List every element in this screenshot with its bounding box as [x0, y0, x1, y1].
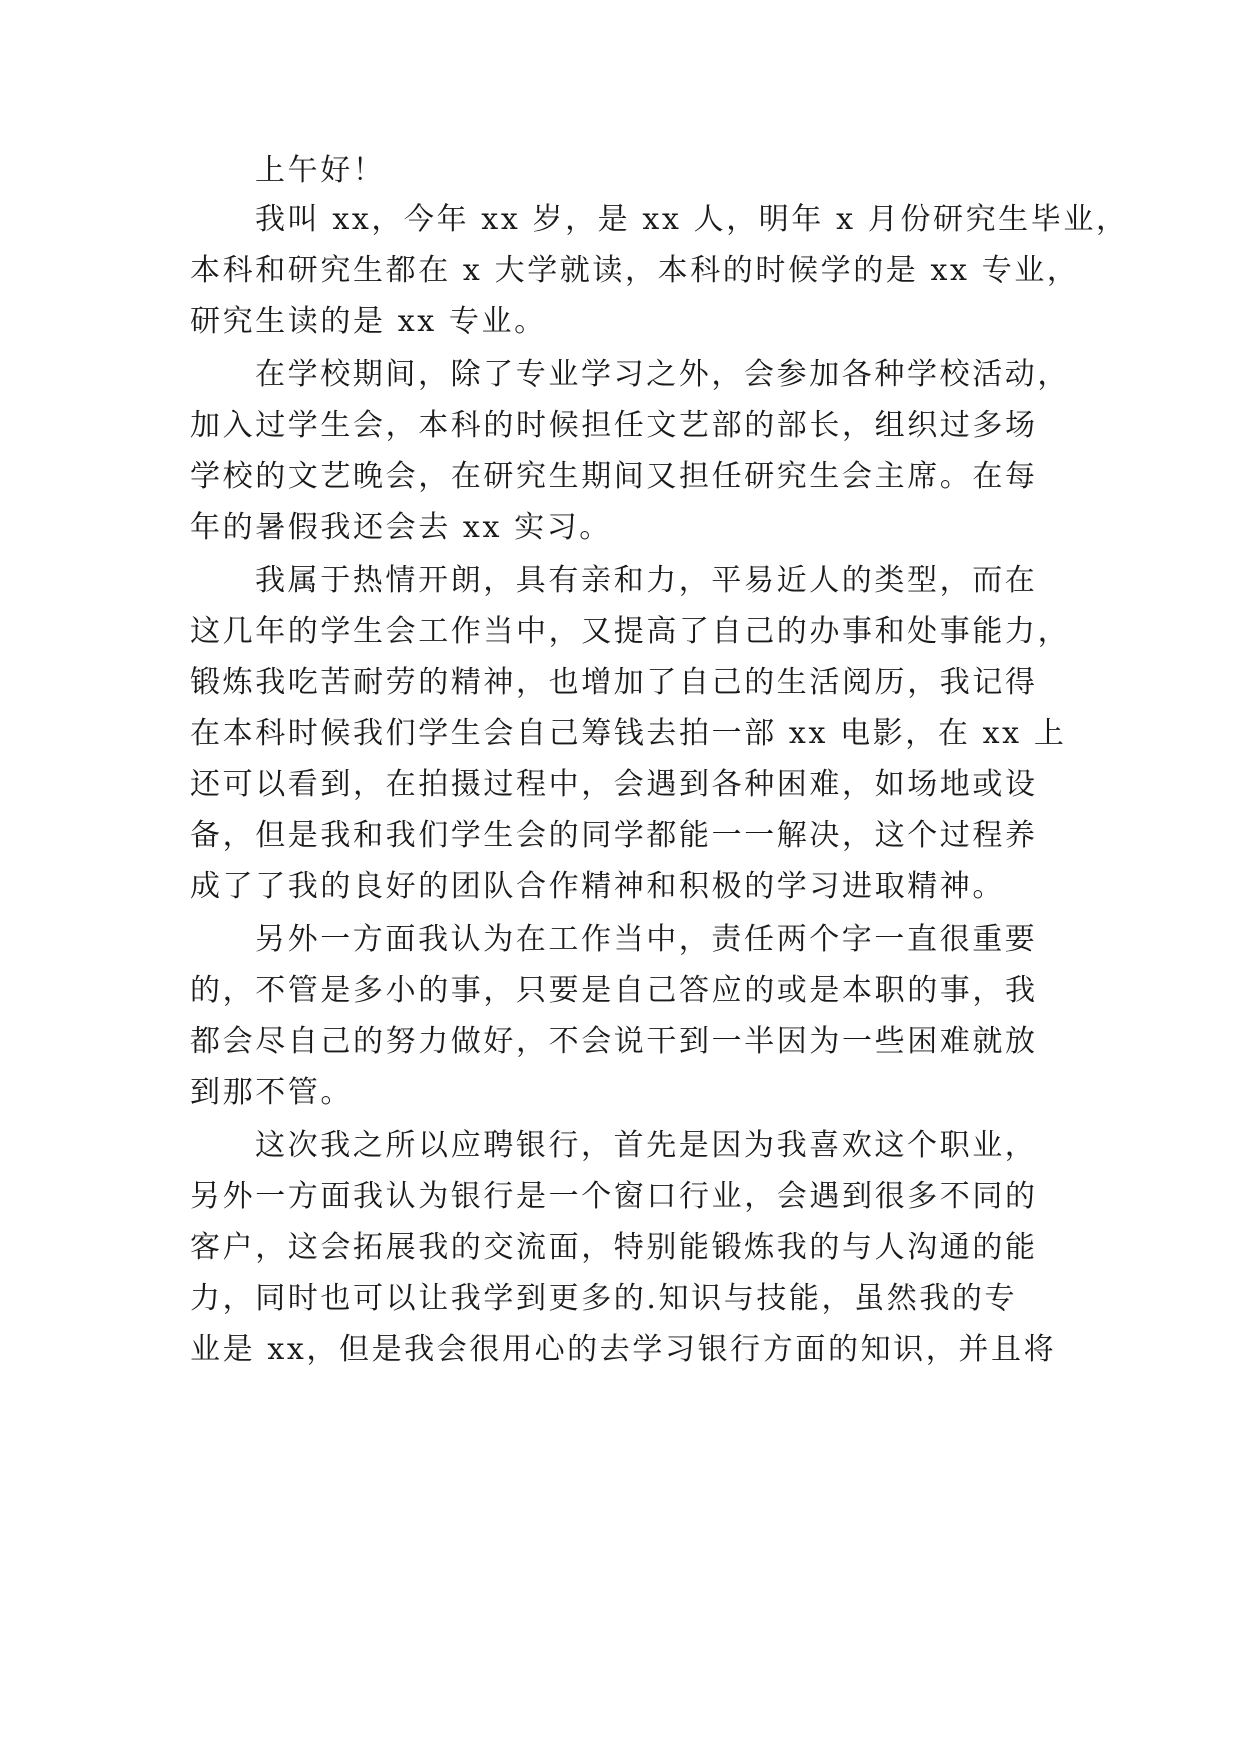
paragraph-line: 业是 xx，但是我会很用心的去学习银行方面的知识，并且将	[190, 1332, 1057, 1367]
paragraph-line: 都会尽自己的努力做好，不会说干到一半因为一些困难就放	[190, 1024, 1038, 1059]
paragraph-line: 另外一方面我认为银行是一个窗口行业，会遇到很多不同的	[190, 1179, 1038, 1214]
paragraph-line: 备，但是我和我们学生会的同学都能一一解决，这个过程养	[190, 818, 1038, 853]
paragraph-line: 我叫 xx，今年 xx 岁，是 xx 人，明年 x 月份研究生毕业，	[255, 202, 1129, 237]
paragraph-line: 力，同时也可以让我学到更多的.知识与技能，虽然我的专	[190, 1281, 1018, 1316]
paragraph-line: 在本科时候我们学生会自己筹钱去拍一部 xx 电影，在 xx 上	[190, 716, 1067, 751]
paragraph-line: 成了了我的良好的团队合作精神和积极的学习进取精神。	[190, 869, 1005, 904]
greeting-line: 上午好！	[255, 153, 386, 188]
paragraph-line: 到那不管。	[190, 1075, 353, 1110]
paragraph-line: 我属于热情开朗，具有亲和力，平易近人的类型，而在	[255, 563, 1038, 598]
paragraph-line: 研究生读的是 xx 专业。	[190, 304, 547, 339]
paragraph-line: 的，不管是多小的事，只要是自己答应的或是本职的事，我	[190, 973, 1038, 1008]
paragraph-line: 锻炼我吃苦耐劳的精神，也增加了自己的生活阅历，我记得	[190, 665, 1038, 700]
paragraph-line: 在学校期间，除了专业学习之外，会参加各种学校活动，	[255, 357, 1070, 392]
paragraph-line: 这几年的学生会工作当中，又提高了自己的办事和处事能力，	[190, 614, 1071, 649]
paragraph-line: 加入过学生会，本科的时候担任文艺部的部长，组织过多场	[190, 408, 1038, 443]
paragraph-line: 年的暑假我还会去 xx 实习。	[190, 510, 612, 545]
paragraph-line: 本科和研究生都在 x 大学就读，本科的时候学的是 xx 专业，	[190, 253, 1080, 288]
paragraph-line: 学校的文艺晚会，在研究生期间又担任研究生会主席。在每	[190, 459, 1038, 494]
paragraph-line: 还可以看到，在拍摄过程中，会遇到各种困难，如场地或设	[190, 767, 1038, 802]
paragraph-line: 另外一方面我认为在工作当中，责任两个字一直很重要	[255, 922, 1038, 957]
paragraph-line: 这次我之所以应聘银行，首先是因为我喜欢这个职业，	[255, 1128, 1038, 1163]
paragraph-line: 客户，这会拓展我的交流面，特别能锻炼我的与人沟通的能	[190, 1230, 1038, 1265]
